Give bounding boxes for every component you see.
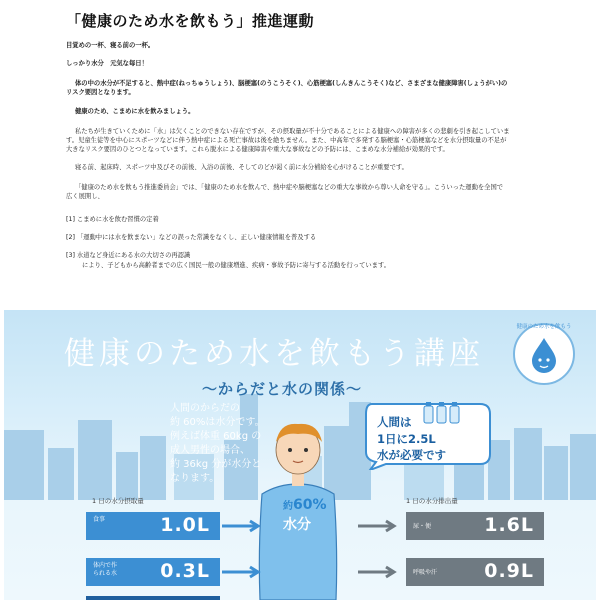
water-label: 水分: [283, 517, 311, 533]
output-urine-box: [406, 512, 544, 540]
intro-line-1: 体の中の水分が不足すると、熱中症(ねっちゅうしょう)、脳梗塞(のうこうそく)、心筋梗塞(しんきんこうそく)など、さまざまな健康障害(しょうがい)の: [75, 80, 508, 87]
output-breath-value: 0.9L: [484, 560, 534, 582]
intake-heading: 1 日の水分摂取量: [92, 497, 144, 505]
page-gap: [0, 296, 600, 310]
output-heading: 1 日の水分排出量: [406, 497, 458, 505]
intake-next-box: [86, 596, 220, 600]
para3-line-1: 「健康のため水を飲もう推進委員会」では、「健康のため水を飲んで、熱中症や脳梗塞などの重大な事故から尊い人命を守る」。こういった運動を全国で: [75, 184, 504, 191]
poster-subtitle: 〜からだと水の関係〜: [202, 380, 363, 398]
output-arrow-2-icon: [356, 564, 400, 580]
intake-food-value: 1.0L: [160, 514, 210, 536]
output-urine-value: 1.6L: [484, 514, 534, 536]
water-bottles-icon: [422, 400, 462, 424]
campaign-document: [0, 0, 600, 296]
tagline: 目覚めの一杯、寝る前の一杯。: [66, 42, 155, 49]
para1-line-3: 大きなリスク要因のひとつとなっています。これら脱水による健康障害や重大な事故などの予防には、こまめな水分補給が効果的です。: [66, 146, 449, 153]
intake-metabolic-label: 体内で作られる水: [93, 562, 118, 577]
mascot-caption: 健康のため水を飲もう: [516, 324, 572, 330]
output-breath-label: 呼吸や汗: [413, 569, 438, 576]
item-2: [2] 「運動中には水を飲まない」などの誤った常識をなくし、正しい健康情報を普及する: [66, 234, 317, 241]
output-arrow-1-icon: [356, 518, 400, 534]
intro-line-2: リスク要因となります。: [66, 89, 135, 96]
item-3: [3] 水道など身近にある水の大切さの再認識: [66, 252, 191, 259]
intake-food-label: 食事: [93, 516, 106, 523]
intake-food-box: [86, 512, 220, 540]
para1-line-2: す。児童生徒等を中心にスポーツなどに伴う熱中症による死亡事故は後を絶ちません。また、中高年で多発する脳梗塞・心筋梗塞などを水分摂取量の不足が: [66, 137, 507, 144]
mascot-drop-icon: [512, 322, 576, 386]
bubble-text: 人間は 1日に2.5L 水が必要です: [377, 415, 446, 462]
lecture-poster: [4, 310, 596, 600]
output-urine-label: 尿・便: [413, 523, 432, 530]
para3-line-2: 広く展開し、: [66, 193, 104, 200]
closing-line: により、子どもから高齢者までの広く国民一般の健康増進、疾病・事故予防に寄与する活動を行っています。: [82, 262, 391, 269]
intake-arrow-2-icon: [220, 564, 264, 580]
intake-metabolic-value: 0.3L: [160, 560, 210, 582]
para2: 寝る前、起床時、スポーツ中及びその前後、入浴の前後、そしてのどが渇く前に水分補給を心がけることが重要です。: [75, 164, 408, 171]
appeal-line: 健康のため、こまめに水を飲みましょう。: [75, 108, 195, 115]
output-breath-box: [406, 558, 544, 586]
water-percentage: 約60%: [283, 497, 327, 513]
motto: しっかり水分 元気な毎日！: [66, 60, 148, 67]
item-1: [1] こまめに水を飲む習慣の定着: [66, 216, 159, 223]
poster-title: 健康のため水を飲もう講座: [64, 336, 484, 372]
para1-line-1: 私たちが生きていくために「水」は欠くことのできない存在ですが、その摂取量が不十分であることによる健康への障害が多くの悲劇を引き起こしていま: [75, 128, 510, 135]
intake-arrow-1-icon: [220, 518, 264, 534]
body-water-note: 人間のからだの 約 60%は水分です。 例えば体重 60kg の 成人男性の場合、 約 36kg 分が水分と なります。: [170, 403, 265, 484]
document-title: 「健康のため水を飲もう」推進運動: [66, 12, 315, 30]
intake-metabolic-box: [86, 558, 220, 586]
